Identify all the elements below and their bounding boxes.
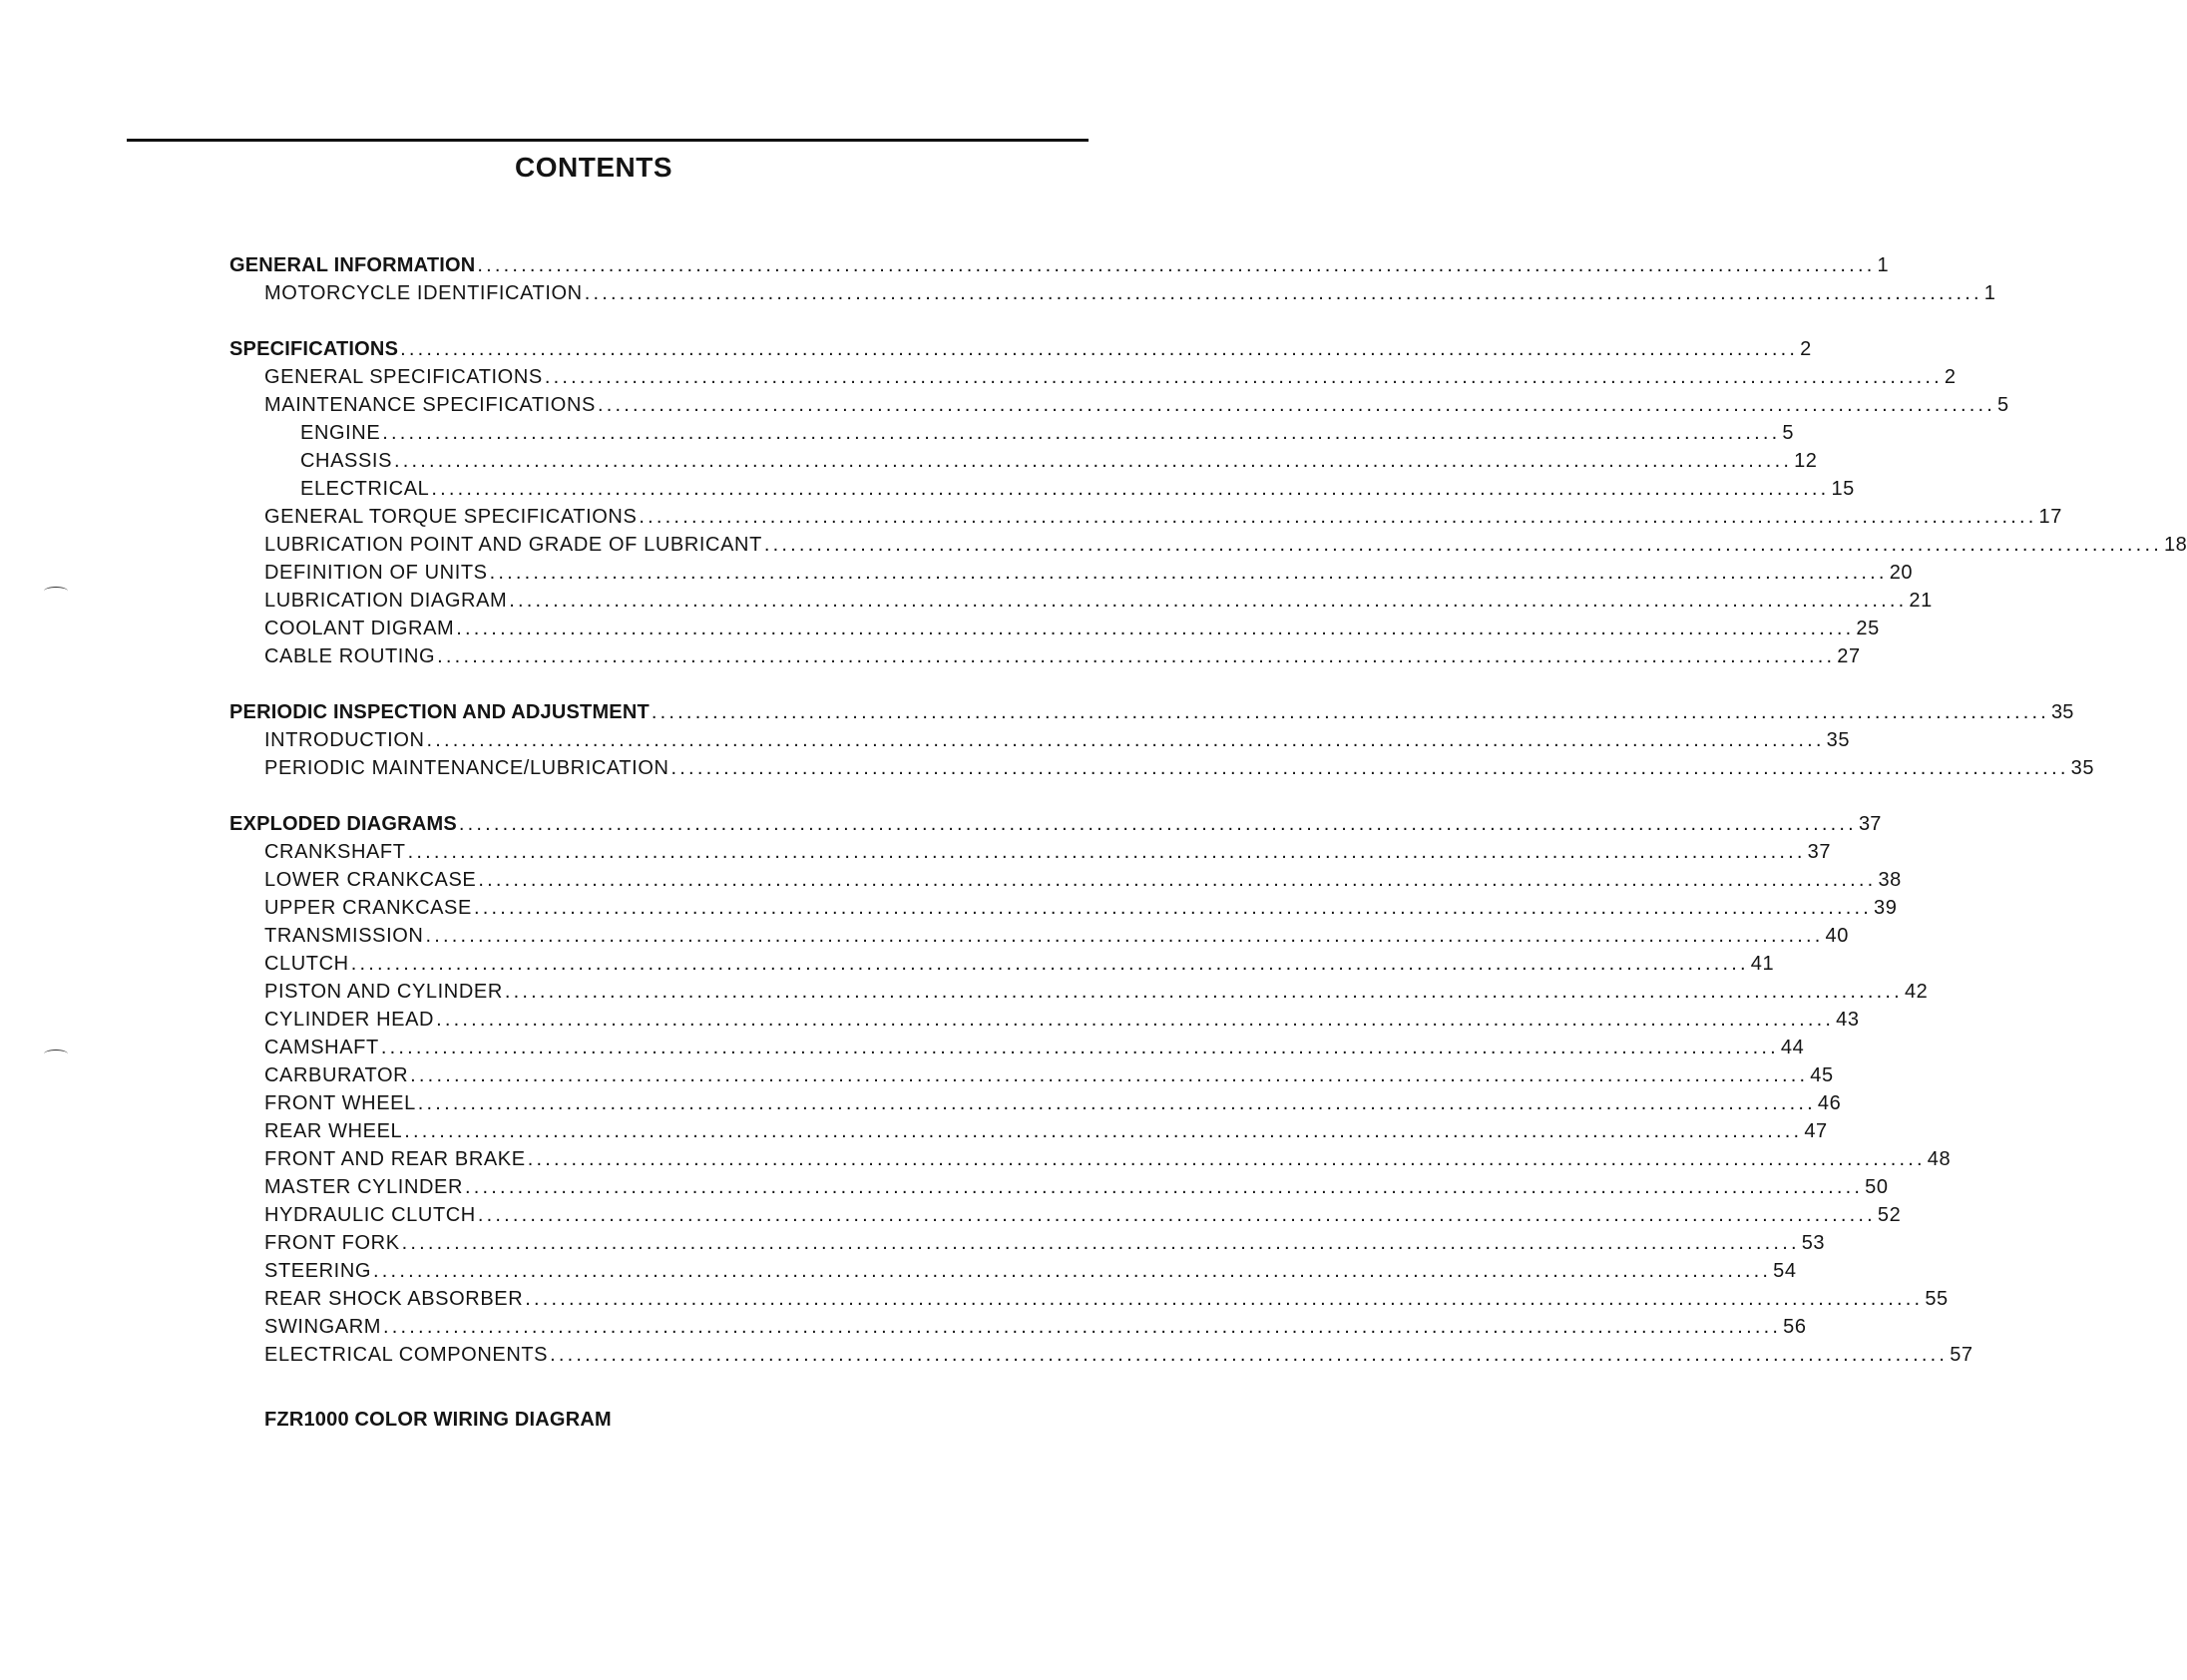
toc-section (229, 338, 2187, 673)
toc-entry-label: CABLE ROUTING (264, 645, 436, 667)
toc-entry (229, 618, 1880, 645)
toc-heading-entry (229, 701, 2074, 729)
toc-entry-page: 54 (1773, 1260, 1797, 1282)
dot-leader: ................................................................................................................................................................ (425, 925, 1824, 947)
toc-entry (229, 450, 1818, 478)
toc-entry-label: LOWER CRANKCASE (264, 869, 477, 891)
dot-leader: ................................................................................................................................................................ (639, 506, 2037, 528)
toc-entry-page: 57 (1950, 1344, 1973, 1366)
dot-leader: ................................................................................................................................................................ (407, 841, 1806, 863)
toc-entry-label: CRANKSHAFT (264, 841, 406, 863)
toc-heading-entry (229, 254, 1889, 282)
dot-leader: ................................................................................................................................................................ (437, 645, 1836, 667)
toc-section (229, 813, 1973, 1372)
dot-leader: ................................................................................................................................................................ (383, 1316, 1782, 1338)
dot-leader: ................................................................................................................................................................ (651, 701, 2049, 723)
dot-leader: ................................................................................................................................................................ (477, 254, 1876, 276)
toc-entry (229, 1260, 1797, 1288)
toc-entry-page: 5 (1997, 394, 2009, 416)
dot-leader: ................................................................................................................................................................ (763, 534, 2162, 556)
toc-section (229, 701, 2095, 785)
dot-leader: ................................................................................................................................................................ (584, 282, 1982, 304)
toc-entry-label: ELECTRICAL (300, 478, 430, 500)
dot-leader: ................................................................................................................................................................ (525, 1288, 1924, 1310)
toc-entry-page: 5 (1782, 422, 1795, 444)
toc-entry (229, 1092, 1842, 1120)
toc-entry-page: 38 (1878, 869, 1902, 891)
toc-entry-page: 48 (1927, 1148, 1952, 1170)
toc-entry-page: 56 (1783, 1316, 1807, 1338)
toc-entry-label: HYDRAULIC CLUTCH (264, 1204, 476, 1226)
toc-entry-page: 1 (1877, 254, 1889, 276)
dot-leader: ................................................................................................................................................................ (382, 422, 1781, 444)
toc-entry (229, 590, 1933, 618)
margin-mark (44, 587, 68, 596)
dot-leader: ................................................................................................................................................................ (544, 366, 1943, 388)
dot-leader: ................................................................................................................................................................ (465, 1176, 1864, 1198)
toc-entry (229, 1344, 1973, 1372)
toc-entry (229, 506, 2062, 534)
dot-leader: ................................................................................................................................................................ (477, 1204, 1876, 1226)
toc-entry-page: 1 (1983, 282, 1996, 304)
dot-leader: ................................................................................................................................................................ (509, 590, 1908, 612)
toc-heading-entry (229, 813, 1882, 841)
toc-entry (229, 1148, 1952, 1176)
toc-entry-label: GENERAL INFORMATION (229, 254, 476, 276)
toc-entry-label: LUBRICATION DIAGRAM (264, 590, 508, 612)
table-of-contents (229, 254, 2187, 1400)
toc-entry-page: 37 (1858, 813, 1882, 835)
toc-entry-label: REAR WHEEL (264, 1120, 403, 1142)
toc-entry (229, 1120, 1828, 1148)
toc-entry-label: PERIODIC INSPECTION AND ADJUSTMENT (229, 701, 650, 723)
toc-entry (229, 1204, 1902, 1232)
toc-heading-entry (229, 338, 1812, 366)
toc-entry-label: STEERING (264, 1260, 372, 1282)
toc-entry (229, 1064, 1834, 1092)
toc-entry-page: 17 (2038, 506, 2062, 528)
page-title: CONTENTS (515, 152, 672, 183)
dot-leader: ................................................................................................................................................................ (426, 729, 1825, 751)
toc-entry (229, 925, 1849, 953)
toc-entry-label: CLUTCH (264, 953, 349, 975)
toc-entry-label: INTRODUCTION (264, 729, 425, 751)
toc-entry-page: 2 (1944, 366, 1957, 388)
dot-leader: ................................................................................................................................................................ (417, 1092, 1816, 1114)
toc-entry-label: FRONT AND REAR BRAKE (264, 1148, 526, 1170)
toc-entry-page: 15 (1831, 478, 1855, 500)
toc-entry-label: MOTORCYCLE IDENTIFICATION (264, 282, 583, 304)
toc-entry-label: MAINTENANCE SPECIFICATIONS (264, 394, 596, 416)
dot-leader: ................................................................................................................................................................ (394, 450, 1793, 472)
toc-entry-label: GENERAL SPECIFICATIONS (264, 366, 543, 388)
dot-leader: ................................................................................................................................................................ (404, 1120, 1803, 1142)
dot-leader: ................................................................................................................................................................ (550, 1344, 1949, 1366)
toc-entry-page: 35 (2070, 757, 2095, 779)
toc-entry (229, 757, 2095, 785)
toc-entry-page: 27 (1837, 645, 1861, 667)
toc-entry-page: 20 (1889, 562, 1914, 584)
toc-entry (229, 366, 1957, 394)
toc-entry-page: 52 (1877, 1204, 1902, 1226)
toc-entry (229, 478, 1855, 506)
dot-leader: ................................................................................................................................................................ (373, 1260, 1772, 1282)
dot-leader: ................................................................................................................................................................ (597, 394, 1995, 416)
toc-entry-page: 50 (1865, 1176, 1889, 1198)
toc-entry-label: EXPLODED DIAGRAMS (229, 813, 457, 835)
dot-leader: ................................................................................................................................................................ (380, 1037, 1779, 1058)
toc-entry-page: 18 (2163, 534, 2187, 556)
toc-entry-label: TRANSMISSION (264, 925, 424, 947)
toc-entry-page: 43 (1836, 1009, 1860, 1031)
toc-entry (229, 981, 1929, 1009)
dot-leader: ................................................................................................................................................................ (431, 478, 1830, 500)
toc-entry (229, 534, 2187, 562)
toc-entry (229, 645, 1861, 673)
toc-entry-page: 41 (1750, 953, 1775, 975)
toc-entry (229, 1316, 1807, 1344)
toc-entry-page: 2 (1800, 338, 1812, 360)
toc-entry-page: 42 (1904, 981, 1929, 1003)
toc-entry-label: GENERAL TORQUE SPECIFICATIONS (264, 506, 638, 528)
dot-leader: ................................................................................................................................................................ (436, 1009, 1835, 1031)
toc-entry (229, 562, 1914, 590)
toc-entry (229, 1232, 1826, 1260)
toc-entry-page: 12 (1794, 450, 1818, 472)
toc-section (229, 254, 1996, 310)
toc-entry-label: DEFINITION OF UNITS (264, 562, 488, 584)
toc-entry (229, 1009, 1860, 1037)
toc-entry (229, 869, 1902, 897)
toc-entry-label: LUBRICATION POINT AND GRADE OF LUBRICANT (264, 534, 762, 556)
toc-entry-page: 35 (1826, 729, 1851, 751)
dot-leader: ................................................................................................................................................................ (458, 813, 1857, 835)
toc-entry (229, 394, 2009, 422)
margin-mark (44, 1050, 68, 1058)
toc-entry-page: 37 (1807, 841, 1832, 863)
dot-leader: ................................................................................................................................................................ (504, 981, 1903, 1003)
toc-entry-label: MASTER CYLINDER (264, 1176, 464, 1198)
dot-leader: ................................................................................................................................................................ (456, 618, 1855, 639)
toc-entry (229, 1176, 1889, 1204)
title-rule (127, 139, 1089, 142)
toc-entry-label: FRONT FORK (264, 1232, 400, 1254)
toc-entry-label: PERIODIC MAINTENANCE/LUBRICATION (264, 757, 669, 779)
toc-entry (229, 729, 1851, 757)
toc-entry-page: 55 (1925, 1288, 1949, 1310)
wiring-diagram-heading: FZR1000 COLOR WIRING DIAGRAM (264, 1409, 612, 1431)
dot-leader: ................................................................................................................................................................ (401, 1232, 1800, 1254)
toc-entry-page: 35 (2050, 701, 2074, 723)
toc-entry (229, 841, 1832, 869)
toc-entry (229, 282, 1996, 310)
dot-leader: ................................................................................................................................................................ (670, 757, 2069, 779)
toc-entry-label: FRONT WHEEL (264, 1092, 416, 1114)
toc-entry (229, 953, 1775, 981)
toc-entry-page: 44 (1780, 1037, 1805, 1058)
toc-entry-page: 47 (1804, 1120, 1828, 1142)
toc-entry-page: 53 (1801, 1232, 1826, 1254)
toc-entry-label: CAMSHAFT (264, 1037, 379, 1058)
toc-entry-label: CARBURATOR (264, 1064, 409, 1086)
dot-leader: ................................................................................................................................................................ (527, 1148, 1926, 1170)
dot-leader: ................................................................................................................................................................ (400, 338, 1799, 360)
toc-entry-page: 21 (1909, 590, 1933, 612)
toc-entry-page: 40 (1825, 925, 1849, 947)
toc-entry-label: CHASSIS (300, 450, 393, 472)
toc-entry (229, 422, 1795, 450)
toc-entry-label: PISTON AND CYLINDER (264, 981, 503, 1003)
dot-leader: ................................................................................................................................................................ (350, 953, 1749, 975)
dot-leader: ................................................................................................................................................................ (410, 1064, 1809, 1086)
toc-entry-page: 39 (1874, 897, 1898, 919)
toc-entry-page: 25 (1856, 618, 1880, 639)
toc-entry-label: SWINGARM (264, 1316, 382, 1338)
toc-entry-label: UPPER CRANKCASE (264, 897, 472, 919)
dot-leader: ................................................................................................................................................................ (473, 897, 1872, 919)
toc-entry-label: REAR SHOCK ABSORBER (264, 1288, 524, 1310)
toc-entry-label: COOLANT DIGRAM (264, 618, 455, 639)
toc-entry-label: SPECIFICATIONS (229, 338, 399, 360)
dot-leader: ................................................................................................................................................................ (489, 562, 1888, 584)
toc-entry-label: CYLINDER HEAD (264, 1009, 435, 1031)
toc-entry (229, 1037, 1805, 1064)
toc-entry-page: 45 (1810, 1064, 1834, 1086)
toc-entry (229, 1288, 1949, 1316)
toc-entry-label: ELECTRICAL COMPONENTS (264, 1344, 549, 1366)
toc-entry-label: ENGINE (300, 422, 381, 444)
toc-entry-page: 46 (1817, 1092, 1842, 1114)
toc-entry (229, 897, 1898, 925)
dot-leader: ................................................................................................................................................................ (478, 869, 1877, 891)
